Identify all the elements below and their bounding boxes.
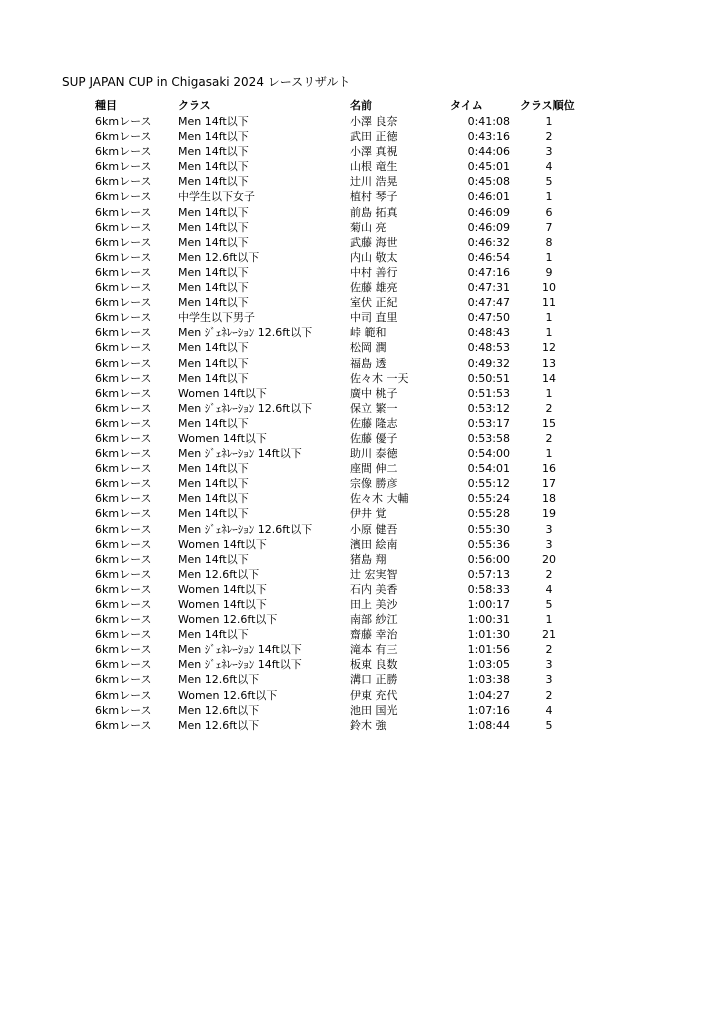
cell-rank: 1	[545, 115, 553, 128]
table-row	[0, 340, 724, 355]
table-row	[0, 476, 724, 491]
cell-class: Men 14ft以下	[178, 115, 249, 128]
cell-time: 0:44:06	[467, 145, 510, 159]
cell-rank: 1	[545, 311, 553, 325]
cell-event: 6kmレース	[95, 311, 152, 325]
cell-name: 保立 繁一	[350, 401, 398, 415]
cell-name: 板東 良数	[350, 658, 398, 672]
cell-time: 1:03:38	[467, 673, 510, 687]
cell-event: 6kmレース	[95, 205, 152, 219]
table-row	[0, 235, 724, 250]
cell-time: 0:55:12	[467, 477, 510, 491]
cell-class: Men 14ft以下	[178, 175, 249, 189]
cell-name: 武田 正徳	[350, 130, 398, 144]
table-row	[0, 657, 724, 672]
cell-name: 小澤 良奈	[350, 115, 398, 128]
table-row	[0, 703, 724, 718]
cell-rank: 5	[545, 175, 553, 189]
cell-event: 6kmレース	[95, 341, 152, 355]
cell-time: 1:01:56	[467, 643, 510, 657]
cell-name: 鈴木 強	[350, 718, 387, 732]
cell-rank: 2	[545, 688, 553, 702]
cell-class: Men 14ft以下	[178, 492, 249, 506]
cell-rank: 1	[545, 250, 553, 264]
cell-rank: 2	[545, 567, 553, 581]
table-row	[0, 416, 724, 431]
cell-class: Men 14ft以下	[178, 341, 249, 355]
table-row	[0, 356, 724, 371]
results-table	[0, 97, 724, 733]
cell-rank: 2	[545, 401, 553, 415]
cell-name: 石内 美香	[350, 582, 398, 596]
cell-time: 0:53:58	[467, 431, 510, 445]
table-row	[0, 265, 724, 280]
cell-rank: 1	[545, 190, 553, 204]
cell-time: 1:00:17	[467, 598, 510, 611]
cell-time: 0:45:08	[467, 175, 510, 189]
cell-rank: 7	[545, 220, 553, 234]
cell-name: 佐藤 優子	[350, 431, 398, 445]
cell-event: 6kmレース	[95, 281, 152, 295]
table-row	[0, 491, 724, 506]
cell-name: 齋藤 幸治	[350, 628, 398, 642]
cell-event: 6kmレース	[95, 643, 152, 657]
cell-class: Men ｼﾞｪﾈﾚｰｼｮﾝ 14ft以下	[178, 447, 302, 461]
cell-time: 0:46:32	[467, 235, 510, 249]
cell-event: 6kmレース	[95, 416, 152, 430]
cell-rank: 1	[545, 326, 553, 340]
cell-name: 中司 直里	[350, 311, 398, 325]
cell-name: 佐藤 雄亮	[350, 281, 398, 295]
cell-event: 6kmレース	[95, 462, 152, 476]
table-row	[0, 325, 724, 340]
table-row	[0, 371, 724, 386]
table-row	[0, 174, 724, 189]
cell-event: 6kmレース	[95, 628, 152, 642]
cell-event: 6kmレース	[95, 582, 152, 596]
cell-event: 6kmレース	[95, 145, 152, 159]
cell-name: 福島 透	[350, 356, 387, 370]
table-row	[0, 552, 724, 567]
cell-rank: 5	[545, 718, 553, 732]
table-row	[0, 461, 724, 476]
cell-class: Men 14ft以下	[178, 265, 249, 279]
cell-rank: 2	[545, 643, 553, 657]
table-body	[0, 114, 724, 733]
cell-event: 6kmレース	[95, 447, 152, 461]
table-header-row	[0, 97, 724, 114]
cell-event: 6kmレース	[95, 673, 152, 687]
document-title: SUP JAPAN CUP in Chigasaki 2024 レースリザルト	[62, 75, 351, 89]
cell-name: 植村 琴子	[350, 190, 398, 204]
cell-class: Men 12.6ft以下	[178, 718, 260, 732]
cell-time: 0:47:31	[467, 281, 510, 295]
cell-event: 6kmレース	[95, 613, 152, 627]
cell-event: 6kmレース	[95, 235, 152, 249]
cell-name: 田上 美沙	[350, 598, 398, 611]
cell-class: Men ｼﾞｪﾈﾚｰｼｮﾝ 12.6ft以下	[178, 326, 313, 340]
cell-rank: 3	[545, 145, 553, 159]
cell-name: 座間 伸二	[350, 462, 398, 476]
cell-rank: 8	[545, 235, 553, 249]
table-row	[0, 401, 724, 416]
cell-rank: 1	[545, 447, 553, 461]
cell-event: 6kmレース	[95, 718, 152, 732]
cell-class: Men 14ft以下	[178, 371, 249, 385]
cell-time: 0:51:53	[467, 386, 510, 400]
cell-time: 0:55:24	[467, 492, 510, 506]
cell-event: 6kmレース	[95, 356, 152, 370]
header-class: クラス	[178, 99, 211, 112]
cell-rank: 21	[542, 628, 556, 642]
cell-class: Men 14ft以下	[178, 477, 249, 491]
header-time: タイム	[450, 99, 483, 112]
cell-class: Men 14ft以下	[178, 507, 249, 521]
cell-class: Men 14ft以下	[178, 145, 249, 159]
cell-time: 0:49:32	[467, 356, 510, 370]
cell-rank: 11	[542, 296, 556, 310]
cell-time: 0:46:01	[467, 190, 510, 204]
cell-rank: 17	[542, 477, 556, 491]
cell-rank: 20	[542, 552, 556, 566]
cell-time: 0:41:08	[467, 115, 510, 128]
cell-name: 溝口 正勝	[350, 673, 398, 687]
cell-name: 辻川 浩晃	[350, 175, 398, 189]
table-row	[0, 446, 724, 461]
cell-name: 助川 泰徳	[350, 447, 398, 461]
cell-name: 内山 敬太	[350, 250, 398, 264]
cell-name: 伊東 充代	[350, 688, 398, 702]
cell-class: Men ｼﾞｪﾈﾚｰｼｮﾝ 14ft以下	[178, 658, 302, 672]
cell-event: 6kmレース	[95, 250, 152, 264]
cell-rank: 3	[545, 658, 553, 672]
cell-event: 6kmレース	[95, 552, 152, 566]
table-row	[0, 582, 724, 597]
cell-class: Men 14ft以下	[178, 628, 249, 642]
cell-name: 菊山 亮	[350, 220, 387, 234]
table-row	[0, 310, 724, 325]
cell-rank: 4	[545, 582, 553, 596]
cell-class: Men 14ft以下	[178, 416, 249, 430]
cell-class: Women 14ft以下	[178, 582, 267, 596]
cell-event: 6kmレース	[95, 160, 152, 174]
cell-class: 中学生以下女子	[178, 190, 255, 204]
cell-event: 6kmレース	[95, 386, 152, 400]
cell-event: 6kmレース	[95, 130, 152, 144]
cell-time: 0:55:28	[467, 507, 510, 521]
table-row	[0, 597, 724, 612]
cell-event: 6kmレース	[95, 537, 152, 551]
header-event: 種目	[95, 99, 117, 112]
cell-class: Men 12.6ft以下	[178, 673, 260, 687]
table-row	[0, 431, 724, 446]
cell-class: Men 12.6ft以下	[178, 567, 260, 581]
cell-rank: 3	[545, 522, 553, 536]
cell-time: 1:08:44	[467, 718, 510, 732]
cell-class: Men 14ft以下	[178, 130, 249, 144]
cell-event: 6kmレース	[95, 175, 152, 189]
cell-name: 佐々木 一天	[350, 371, 409, 385]
cell-rank: 3	[545, 673, 553, 687]
cell-time: 0:58:33	[467, 582, 510, 596]
cell-name: 辻 宏実智	[350, 567, 398, 581]
cell-name: 南部 紗江	[350, 613, 398, 627]
cell-time: 1:07:16	[467, 703, 510, 717]
cell-class: Women 14ft以下	[178, 386, 267, 400]
header-name: 名前	[350, 99, 372, 112]
cell-class: Men 14ft以下	[178, 160, 249, 174]
cell-event: 6kmレース	[95, 492, 152, 506]
cell-rank: 15	[542, 416, 556, 430]
cell-event: 6kmレース	[95, 431, 152, 445]
cell-time: 0:48:43	[467, 326, 510, 340]
cell-event: 6kmレース	[95, 567, 152, 581]
cell-class: Women 12.6ft以下	[178, 688, 278, 702]
cell-rank: 2	[545, 130, 553, 144]
table-row	[0, 506, 724, 521]
cell-name: 室伏 正紀	[350, 296, 398, 310]
cell-name: 小澤 真視	[350, 145, 398, 159]
cell-class: Women 14ft以下	[178, 598, 267, 611]
cell-class: Men 14ft以下	[178, 205, 249, 219]
cell-rank: 5	[545, 598, 553, 611]
cell-class: Men 14ft以下	[178, 296, 249, 310]
cell-event: 6kmレース	[95, 326, 152, 340]
table-row	[0, 295, 724, 310]
cell-rank: 9	[545, 265, 553, 279]
table-row	[0, 688, 724, 703]
cell-name: 松岡 潤	[350, 341, 387, 355]
cell-rank: 1	[545, 613, 553, 627]
cell-time: 0:53:12	[467, 401, 510, 415]
cell-time: 1:04:27	[467, 688, 510, 702]
cell-time: 0:55:36	[467, 537, 510, 551]
table-row	[0, 205, 724, 220]
cell-class: Men 14ft以下	[178, 552, 249, 566]
cell-time: 0:54:00	[467, 447, 510, 461]
cell-event: 6kmレース	[95, 265, 152, 279]
cell-time: 0:56:00	[467, 552, 510, 566]
cell-event: 6kmレース	[95, 507, 152, 521]
cell-class: Men ｼﾞｪﾈﾚｰｼｮﾝ 12.6ft以下	[178, 401, 313, 415]
cell-name: 峠 範和	[350, 326, 387, 340]
cell-name: 山根 竜生	[350, 160, 398, 174]
table-row	[0, 280, 724, 295]
cell-time: 0:43:16	[467, 130, 510, 144]
cell-rank: 18	[542, 492, 556, 506]
header-rank: クラス順位	[520, 99, 575, 112]
cell-class: Men 12.6ft以下	[178, 703, 260, 717]
cell-name: 小原 健吾	[350, 522, 398, 536]
cell-event: 6kmレース	[95, 401, 152, 415]
cell-time: 0:48:53	[467, 341, 510, 355]
cell-time: 1:00:31	[467, 613, 510, 627]
cell-event: 6kmレース	[95, 688, 152, 702]
cell-event: 6kmレース	[95, 371, 152, 385]
cell-time: 0:47:50	[467, 311, 510, 325]
table-row	[0, 144, 724, 159]
cell-name: 佐々木 大輔	[350, 492, 409, 506]
cell-class: Women 12.6ft以下	[178, 613, 278, 627]
table-row	[0, 189, 724, 204]
table-row	[0, 386, 724, 401]
table-row	[0, 672, 724, 687]
cell-rank: 3	[545, 537, 553, 551]
cell-class: Men ｼﾞｪﾈﾚｰｼｮﾝ 14ft以下	[178, 643, 302, 657]
table-row	[0, 114, 724, 129]
cell-class: Men 12.6ft以下	[178, 250, 260, 264]
cell-time: 0:54:01	[467, 462, 510, 476]
cell-event: 6kmレース	[95, 477, 152, 491]
cell-rank: 19	[542, 507, 556, 521]
cell-event: 6kmレース	[95, 658, 152, 672]
cell-rank: 14	[542, 371, 556, 385]
cell-name: 濱田 絵南	[350, 537, 398, 551]
cell-time: 0:55:30	[467, 522, 510, 536]
cell-event: 6kmレース	[95, 190, 152, 204]
table-row	[0, 220, 724, 235]
cell-rank: 4	[545, 703, 553, 717]
cell-time: 0:46:09	[467, 220, 510, 234]
cell-event: 6kmレース	[95, 220, 152, 234]
table-row	[0, 250, 724, 265]
cell-name: 中村 善行	[350, 265, 398, 279]
table-row	[0, 612, 724, 627]
cell-name: 廣中 桃子	[350, 386, 398, 400]
cell-class: Men 14ft以下	[178, 281, 249, 295]
cell-time: 1:01:30	[467, 628, 510, 642]
cell-time: 0:46:09	[467, 205, 510, 219]
cell-name: 滝本 有三	[350, 643, 398, 657]
cell-rank: 4	[545, 160, 553, 174]
cell-rank: 1	[545, 386, 553, 400]
cell-event: 6kmレース	[95, 703, 152, 717]
cell-event: 6kmレース	[95, 598, 152, 611]
cell-rank: 16	[542, 462, 556, 476]
table-row	[0, 627, 724, 642]
cell-name: 宗像 勝彦	[350, 477, 398, 491]
cell-time: 0:50:51	[467, 371, 510, 385]
cell-class: Men 14ft以下	[178, 356, 249, 370]
cell-class: Women 14ft以下	[178, 537, 267, 551]
cell-time: 0:47:47	[467, 296, 510, 310]
cell-rank: 12	[542, 341, 556, 355]
table-row	[0, 537, 724, 552]
cell-event: 6kmレース	[95, 296, 152, 310]
cell-rank: 2	[545, 431, 553, 445]
table-row	[0, 718, 724, 733]
cell-name: 佐藤 隆志	[350, 416, 398, 430]
cell-class: 中学生以下男子	[178, 311, 255, 325]
cell-event: 6kmレース	[95, 522, 152, 536]
cell-class: Men 14ft以下	[178, 220, 249, 234]
cell-time: 0:45:01	[467, 160, 510, 174]
table-row	[0, 159, 724, 174]
cell-event: 6kmレース	[95, 115, 152, 128]
cell-rank: 13	[542, 356, 556, 370]
cell-class: Men 14ft以下	[178, 462, 249, 476]
cell-class: Men 14ft以下	[178, 235, 249, 249]
cell-time: 0:46:54	[467, 250, 510, 264]
cell-rank: 6	[545, 205, 553, 219]
cell-time: 0:57:13	[467, 567, 510, 581]
cell-time: 1:03:05	[467, 658, 510, 672]
cell-class: Women 14ft以下	[178, 431, 267, 445]
cell-name: 池田 国光	[350, 703, 398, 717]
cell-rank: 10	[542, 281, 556, 295]
cell-name: 伊井 覚	[350, 507, 387, 521]
cell-class: Men ｼﾞｪﾈﾚｰｼｮﾝ 12.6ft以下	[178, 522, 313, 536]
table-row	[0, 567, 724, 582]
cell-name: 猪島 翔	[350, 552, 387, 566]
cell-time: 0:47:16	[467, 265, 510, 279]
table-row	[0, 129, 724, 144]
cell-time: 0:53:17	[467, 416, 510, 430]
cell-name: 武藤 海世	[350, 235, 398, 249]
table-row	[0, 642, 724, 657]
cell-name: 前島 拓真	[350, 205, 398, 219]
table-row	[0, 522, 724, 537]
